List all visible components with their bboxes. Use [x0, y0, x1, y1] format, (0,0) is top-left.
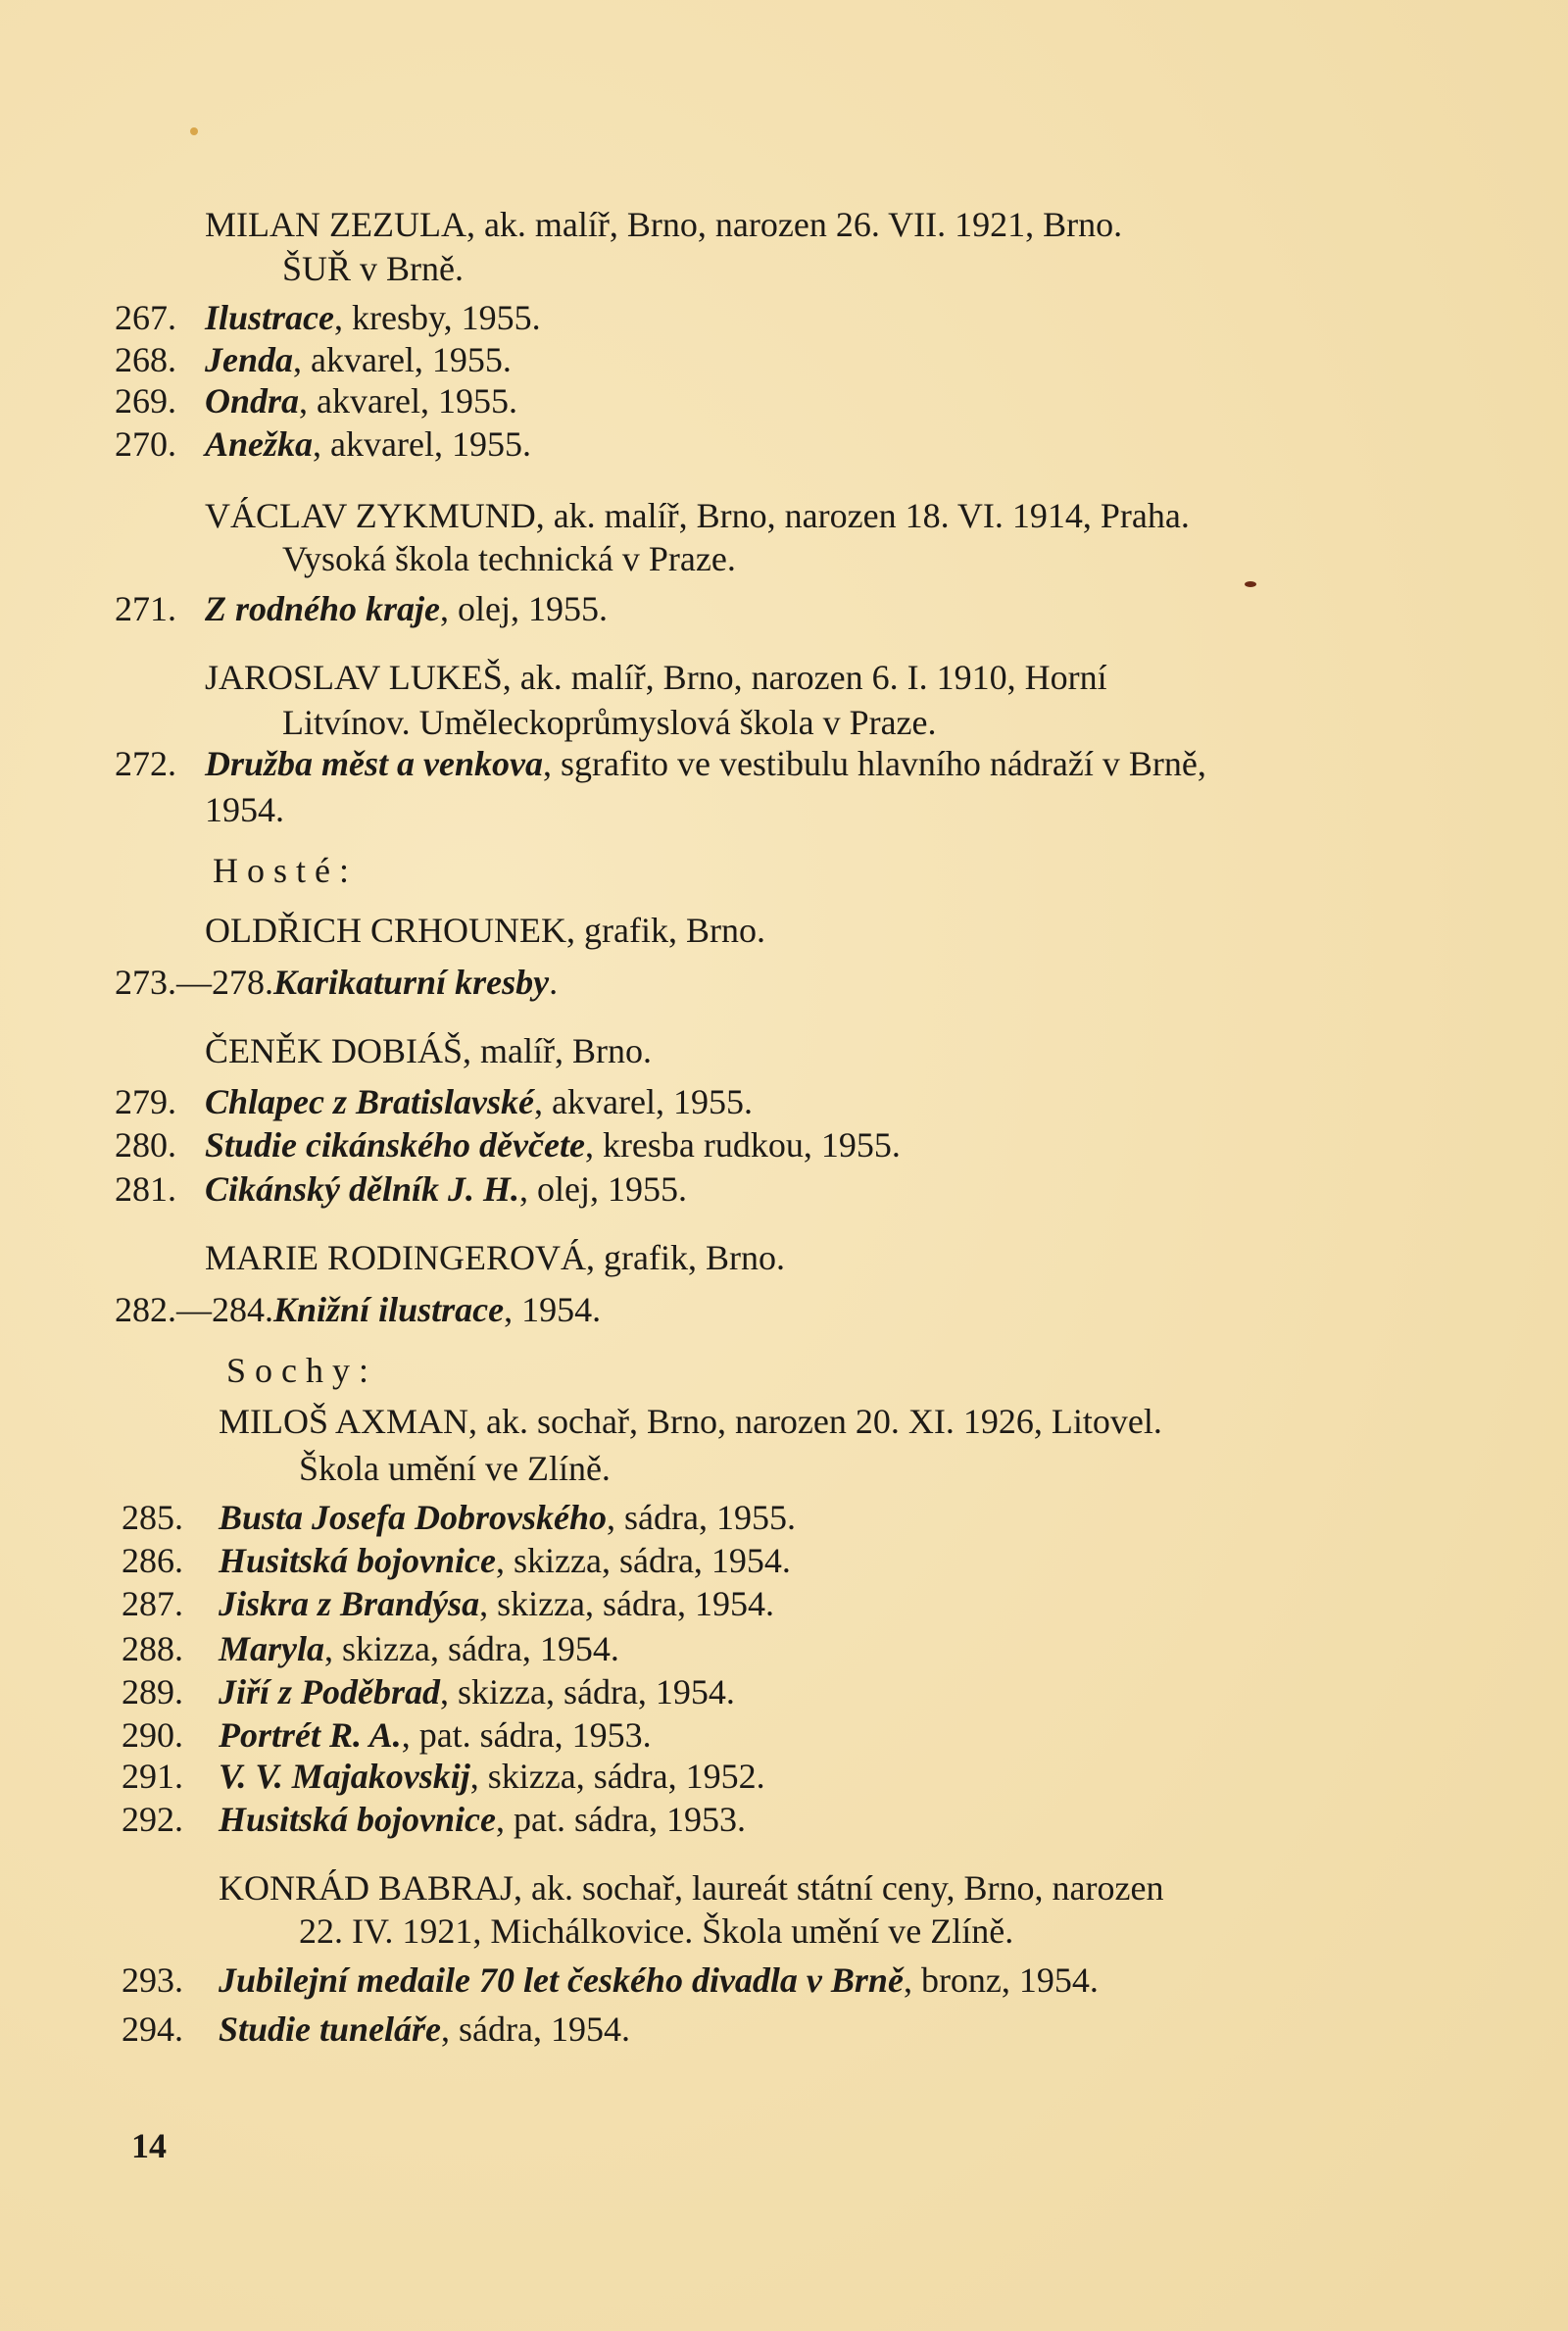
artist-name: JAROSLAV LUKEŠ [205, 658, 503, 697]
item-title: Družba měst a venkova [205, 744, 543, 783]
catalog-item [122, 1670, 735, 1713]
artist-name: VÁCLAV ZYKMUND [205, 496, 536, 535]
catalog-item [122, 2008, 630, 2051]
catalog-item [115, 338, 512, 381]
catalog-item [115, 1123, 901, 1166]
section-title: Hosté: [213, 851, 358, 890]
catalog-item [122, 1798, 746, 1841]
item-details: , olej, 1955. [519, 1169, 688, 1209]
item-details: , skizza, sádra, 1954. [440, 1672, 735, 1711]
item-title: Z rodného kraje [205, 589, 441, 628]
artist-details-continued [282, 247, 464, 290]
item-details: , sádra, 1955. [607, 1498, 796, 1537]
artist-details-continued [299, 1447, 611, 1490]
item-title: Knižní ilustrace [273, 1290, 505, 1329]
artist-details-continued [299, 1909, 1013, 1953]
artist-name: MARIE RODINGEROVÁ [205, 1238, 586, 1277]
catalog-item [122, 1959, 1099, 2002]
item-details: , akvarel, 1955. [299, 381, 517, 421]
section-heading [226, 1349, 377, 1392]
item-title: V. V. Majakovskij [219, 1757, 470, 1796]
artist-details: , malíř, Brno. [463, 1031, 652, 1070]
artist-details: , ak. sochař, Brno, narozen 20. XI. 1926, Litovel. [468, 1402, 1162, 1441]
item-number: 281. [115, 1169, 176, 1209]
item-title: Studie cikánského děvčete [205, 1125, 585, 1165]
item-number: 279. [115, 1082, 176, 1121]
catalog-item [115, 422, 531, 466]
artist-entry [205, 909, 765, 952]
item-title: Chlapec z Bratislavské [205, 1082, 535, 1121]
artist-entry [219, 1866, 1163, 1909]
item-title: Anežka [205, 424, 314, 464]
item-number: 282.—284. [115, 1290, 273, 1329]
artist-details: , ak. malíř, Brno, narozen 18. VI. 1914, Praha. [535, 496, 1190, 535]
item-details: , pat. sádra, 1953. [496, 1800, 746, 1839]
catalog-item [115, 1288, 601, 1331]
item-details: , olej, 1955. [440, 589, 608, 628]
item-number: 285. [122, 1498, 183, 1537]
artist-name: MILOŠ AXMAN [219, 1402, 469, 1441]
item-number: 269. [115, 381, 176, 421]
item-title: Ilustrace [205, 298, 335, 337]
item-details: , akvarel, 1955. [313, 424, 531, 464]
item-title: Jiskra z Brandýsa [219, 1584, 480, 1623]
item-details: , skizza, sádra, 1954. [324, 1629, 619, 1668]
item-details: , kresba rudkou, 1955. [584, 1125, 901, 1165]
artist-name: ČENĚK DOBIÁŠ [205, 1031, 464, 1070]
catalog-item [115, 1167, 687, 1211]
item-title: Ondra [205, 381, 300, 421]
artist-details: , grafik, Brno. [566, 911, 765, 950]
item-title: Husitská bojovnice [219, 1800, 497, 1839]
item-title: Studie tuneláře [219, 2009, 442, 2049]
item-details: , skizza, sádra, 1954. [496, 1541, 791, 1580]
section-title: Sochy: [226, 1351, 378, 1390]
continuation-text: 22. IV. 1921, Michálkovice. Škola umění ve Zlíně. [299, 1911, 1014, 1951]
item-number: 267. [115, 298, 176, 337]
item-number: 294. [122, 2009, 183, 2049]
item-number: 288. [122, 1629, 183, 1668]
item-number: 273.—278. [115, 963, 273, 1002]
item-number: 280. [115, 1125, 176, 1165]
catalog-item [115, 961, 558, 1004]
continuation-text: ŠUŘ v Brně. [282, 249, 465, 288]
item-title: Busta Josefa Dobrovského [219, 1498, 608, 1537]
item-details: , skizza, sádra, 1954. [479, 1584, 774, 1623]
artist-name: OLDŘICH CRHOUNEK [205, 911, 566, 950]
item-number: 268. [115, 340, 176, 379]
item-details: , sgrafito ve vestibulu hlavního nádraží v Brně, [543, 744, 1206, 783]
artist-details-continued [282, 701, 937, 744]
catalog-item [122, 1713, 652, 1757]
artist-entry [205, 1029, 652, 1072]
item-title: Maryla [219, 1629, 324, 1668]
item-details: , bronz, 1954. [903, 1960, 1099, 2000]
artist-details-continued [282, 537, 736, 580]
item-details: . [549, 963, 559, 1002]
artist-details: , ak. sochař, laureát státní ceny, Brno, narozen [514, 1868, 1164, 1908]
item-number: 272. [115, 744, 176, 783]
item-number: 286. [122, 1541, 183, 1580]
section-heading [213, 849, 358, 892]
item-number: 291. [122, 1757, 183, 1796]
artist-name: KONRÁD BABRAJ [219, 1868, 514, 1908]
catalog-item [115, 1080, 753, 1123]
item-details: , skizza, sádra, 1952. [469, 1757, 765, 1796]
item-title: Cikánský dělník J. H. [205, 1169, 520, 1209]
item-number: 290. [122, 1715, 183, 1755]
paper-stain [190, 127, 198, 135]
artist-details: , ak. malíř, Brno, narozen 6. I. 1910, Horní [502, 658, 1107, 697]
continuation-text: Litvínov. Uměleckoprůmyslová škola v Praze. [282, 703, 937, 742]
artist-entry [205, 1236, 785, 1279]
item-details: , sádra, 1954. [441, 2009, 631, 2049]
item-details: , 1954. [504, 1290, 602, 1329]
item-title: Jiří z Poděbrad [219, 1672, 441, 1711]
artist-entry [219, 1400, 1162, 1443]
catalog-item [122, 1582, 774, 1625]
continuation-text: 1954. [205, 790, 284, 829]
artist-entry [205, 494, 1190, 537]
item-continued [205, 788, 284, 831]
item-number: 292. [122, 1800, 183, 1839]
artist-name: MILAN ZEZULA [205, 205, 466, 244]
catalog-item [122, 1539, 791, 1582]
item-details: , kresby, 1955. [334, 298, 541, 337]
catalog-item [122, 1755, 765, 1798]
catalog-item [115, 296, 541, 339]
item-details: , akvarel, 1955. [534, 1082, 753, 1121]
item-number: 271. [115, 589, 176, 628]
item-number: 287. [122, 1584, 183, 1623]
continuation-text: Vysoká škola technická v Praze. [282, 539, 736, 578]
item-title: Jenda [205, 340, 293, 379]
catalog-item [115, 742, 1206, 785]
page-number: 14 [131, 2126, 167, 2165]
artist-details: , grafik, Brno. [586, 1238, 785, 1277]
item-details: , akvarel, 1955. [293, 340, 512, 379]
item-number: 289. [122, 1672, 183, 1711]
catalog-item [122, 1496, 796, 1539]
item-title: Jubilejní medaile 70 let českého divadla v Brně [219, 1960, 904, 2000]
artist-entry [205, 203, 1122, 246]
catalog-item [115, 379, 517, 422]
item-title: Husitská bojovnice [219, 1541, 497, 1580]
item-title: Portrét R. A. [219, 1715, 402, 1755]
item-number: 293. [122, 1960, 183, 2000]
item-number: 270. [115, 424, 176, 464]
item-title: Karikaturní kresby [273, 963, 550, 1002]
continuation-text: Škola umění ve Zlíně. [299, 1449, 611, 1488]
catalog-item [122, 1627, 619, 1670]
item-details: , pat. sádra, 1953. [401, 1715, 652, 1755]
artist-entry [205, 656, 1107, 699]
artist-details: , ak. malíř, Brno, narozen 26. VII. 1921, Brno. [466, 205, 1123, 244]
paper-stain [1245, 581, 1256, 587]
catalog-item [115, 587, 608, 630]
